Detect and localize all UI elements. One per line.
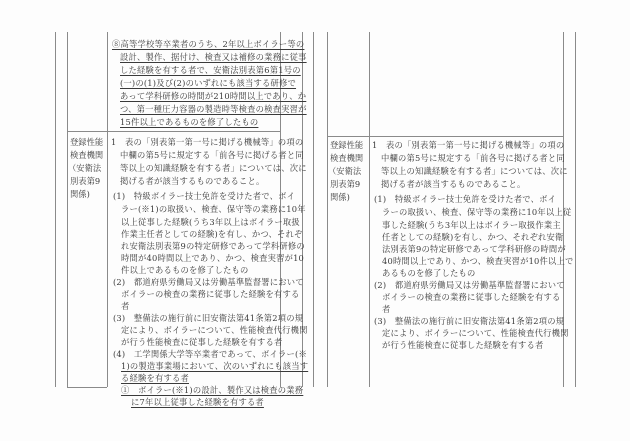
para1-line: 掲げる者が該当するものであること。 <box>381 179 526 189</box>
item1-line: れ安衛法別表第9の特定研修であって学科研修の <box>121 241 305 251</box>
label-line: （安衛法 <box>328 166 362 176</box>
left-top-line: ⑧高等学校等卒業者のうち、2年以上ボイラー等の <box>112 39 305 49</box>
label-line: 検査機関 <box>330 153 364 163</box>
left-label-bottom <box>67 387 107 388</box>
right-outer-border-2 <box>313 32 314 387</box>
right-outer-right-border <box>575 32 576 387</box>
label-line: 別表第9 <box>330 179 361 189</box>
label-line: 別表第9 <box>70 176 101 186</box>
label-line: 関係) <box>330 192 350 202</box>
item1-line: 件以上であるものを修了したもの <box>121 265 249 275</box>
item1-line: 時間が40時間以上であり、かつ、検査実習が10 <box>121 253 305 263</box>
left-row-divider <box>67 131 280 132</box>
item4-line: る経験を有する者 <box>121 373 189 383</box>
para1-line: 中欄の第5号に規定する「前各号に掲げる者と同 <box>120 150 304 160</box>
item2-line: (2) 都道府県労働局又は労働基準監督署において <box>374 280 565 290</box>
item1-line: (1) 特級ボイラー技士免許を受けた者で、ボイ <box>113 191 296 201</box>
left-top-line: (一)の(1)及び(2)のいずれにも該当する研修で <box>120 78 297 88</box>
left-top-line: した経験を有する者で、安衛法別表第6第1号の <box>120 65 301 75</box>
label-line: 関係) <box>70 189 90 199</box>
item1-line: 任者としての経験)を有し、かつ、それぞれ安衛 <box>382 232 564 242</box>
left-box-border <box>67 32 68 387</box>
left-outer-border <box>55 32 56 387</box>
item3-line: 定により、ボイラーについて、性能検査代行機関 <box>121 325 308 335</box>
item4-line: に7年以上従事した経験を有する者 <box>131 397 264 407</box>
label-line: 検査機関 <box>70 150 104 160</box>
left-label-divider <box>107 32 108 387</box>
item2-line: ボイラーの検査の業務に従事した経験を有する <box>121 289 300 299</box>
item2-line: 者 <box>121 301 130 311</box>
label-line: （安衛法 <box>68 163 102 173</box>
left-top-line: 設計、製作、据付け、検査又は補修の業務に従事 <box>120 52 307 62</box>
item1-line: 以上従事した経験(うち3年以上はボイラー取扱 <box>121 217 300 227</box>
item3-line: 定により、ボイラーについて、性能検査代行機関 <box>382 328 569 338</box>
label-line: 登録性能 <box>70 137 104 147</box>
item4-line: 1)の製造事業場において、次のいずれにも該当す <box>121 361 309 371</box>
left-top-line: あって学科研修の時間が210時間以上であり、か <box>120 91 307 101</box>
left-top-line: 15件以上であるものを修了したもの <box>120 117 259 127</box>
right-label-divider <box>369 32 370 387</box>
item1-line: ラーの取扱い、検査、保守等の業務に10年以上従 <box>382 207 572 217</box>
item1-line: 事した経験(うち3年以上はボイラー取扱作業主 <box>382 220 561 230</box>
item3-line: (3) 整備法の施行前に旧安衛法第41条第2項の規 <box>374 316 565 326</box>
right-box-border <box>327 32 328 387</box>
item2-line: (2) 都道府県労働局又は労働基準監督署において <box>113 277 304 287</box>
item1-line: 作業主任者としての経験)を有し、かつ、それぞ <box>121 229 303 239</box>
item1-line: ラー(※1)の取扱い、検査、保守等の業務に10年 <box>121 204 306 214</box>
left-top-line: つ、第一種圧力容器の製造時等検査の検査実習が <box>120 104 307 114</box>
item3-line: (3) 整備法の施行前に旧安衛法第41条第2項の規 <box>113 313 304 323</box>
item1-line: 40時間以上であり、かつ、検査実習が10件以上で <box>382 256 574 266</box>
para1-line: 1 表の「別表第一第一号に掲げる機械等」の項の <box>372 140 565 150</box>
right-row-divider <box>327 136 563 137</box>
item1-line: 法別表第9の特定研修であって学科研修の時間が <box>382 244 566 254</box>
item2-line: ボイラーの検査の業務に従事した経験を有する <box>382 292 561 302</box>
item1-line: あるものを修了したもの <box>382 268 476 278</box>
item3-line: が行う性能検査に従事した経験を有する者 <box>121 337 283 347</box>
item4-line: ① ボイラー(※1)の設計、製作又は検査の業務 <box>121 385 304 395</box>
para1-line: 中欄の第5号に規定する「前各号に掲げる者と同 <box>381 153 565 163</box>
para1-line: 等以上の知識経験を有する者」については、次に <box>120 163 307 173</box>
item2-line: 者 <box>382 304 391 314</box>
label-line: 登録性能 <box>330 140 364 150</box>
item3-line: が行う性能検査に従事した経験を有する者 <box>382 340 544 350</box>
item1-line: (1) 特級ボイラー技士免許を受けた者で、ボイ <box>374 194 557 204</box>
para1-line: 1 表の「別表第一第一号に掲げる機械等」の項の <box>111 137 304 147</box>
item4-line: (4) 工学関係大学等卒業者であって、ボイラー(※ <box>113 349 307 359</box>
para1-line: 等以上の知識経験を有する者」については、次に <box>381 166 568 176</box>
para1-line: 掲げる者が該当するものであること。 <box>120 176 265 186</box>
